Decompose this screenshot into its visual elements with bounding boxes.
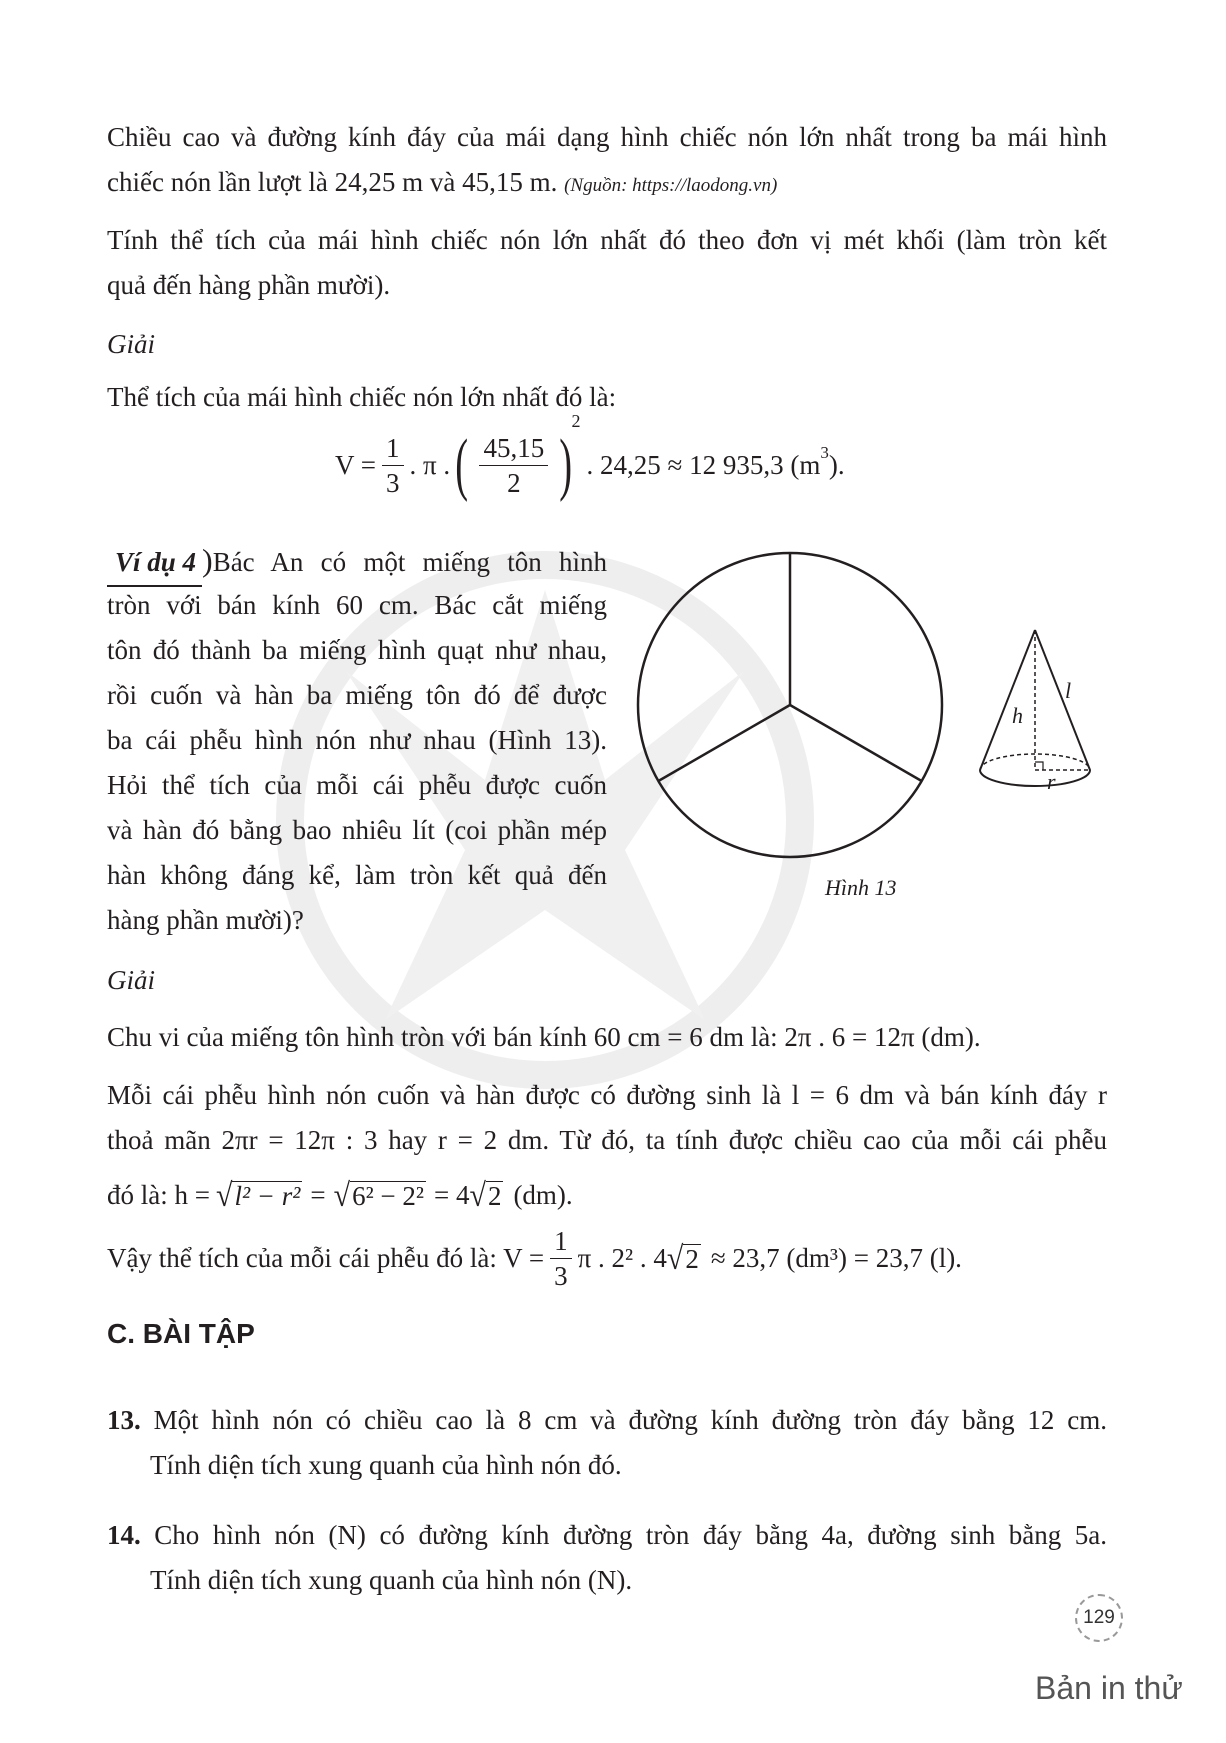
sqrt-content: 2 <box>685 1243 699 1274</box>
height-mid: = 4 <box>433 1179 470 1210</box>
exercise-number: 14. <box>107 1520 141 1550</box>
example-4-block <box>107 538 607 587</box>
circle-sectors-figure <box>630 545 950 865</box>
exercise-text: Một hình nón có chiều cao là 8 cm và đường kính đường tròn đáy bằng 12 cm. <box>153 1405 1108 1435</box>
cone-figure <box>975 625 1095 800</box>
volume-result: ≈ 23,7 (dm³) = 23,7 (l). <box>710 1242 962 1273</box>
sqrt-expression: √ 2 <box>469 1176 502 1214</box>
height-formula <box>107 1175 573 1215</box>
sqrt-expression: √ l² − r² <box>215 1176 301 1214</box>
fraction-numerator: 1 <box>382 431 404 466</box>
example-line-6: Hỏi thể tích của mỗi cái phễu được cuốn <box>107 770 607 800</box>
formula-rest: . 24,25 ≈ 12 935,3 (m <box>586 449 821 480</box>
unit-exponent: 3 <box>820 443 829 462</box>
intro-line-2-text: chiếc nón lần lượt là 24,25 m và 45,15 m. <box>107 167 558 197</box>
cone-radius-label: r <box>1047 769 1056 794</box>
fraction-one-third <box>382 431 404 500</box>
height-unit: (dm). <box>513 1179 573 1210</box>
cone-height-label: h <box>1012 703 1023 728</box>
equals-sign: = <box>310 1179 326 1210</box>
solution1-text: Thể tích của mái hình chiếc nón lớn nhất đó là: <box>107 382 617 412</box>
fraction-numerator: 1 <box>550 1224 572 1259</box>
exercise-text: Cho hình nón (N) có đường kính đường tròn đáy bằng 4a, đường sinh bằng 5a. <box>154 1520 1108 1550</box>
draft-label: Bản in thử <box>1035 1670 1183 1706</box>
example-line-8: hàn không đáng kể, làm tròn kết quả đến <box>107 860 607 890</box>
exercise-14-line-1 <box>107 1513 1107 1558</box>
sqrt-content: 2 <box>487 1180 502 1211</box>
example-line-2: tròn với bán kính 60 cm. Bác cắt miếng <box>107 590 607 620</box>
example-line-5: ba cái phễu hình nón như nhau (Hình 13). <box>107 725 607 755</box>
volume-formula <box>335 410 845 505</box>
exercise-number: 13. <box>107 1405 141 1435</box>
formula-end: ). <box>828 449 845 480</box>
fraction-diameter-half <box>479 431 548 500</box>
example-line-4: rồi cuốn và hàn ba miếng tôn đó để được <box>107 680 607 710</box>
example-line-9: hàng phần mười)? <box>107 905 304 935</box>
right-paren: ) <box>559 426 573 503</box>
exercise-13-line-2: Tính diện tích xung quanh của hình nón đó. <box>150 1450 622 1480</box>
exercise-14-line-2: Tính diện tích xung quanh của hình nón (N). <box>150 1565 633 1595</box>
fraction-denominator: 3 <box>554 1260 568 1291</box>
formula-pi: . π . <box>409 449 451 480</box>
sqrt-expression: √ 6² − 2² <box>333 1176 424 1214</box>
fraction-numerator: 45,15 <box>479 431 548 466</box>
page-number: 129 <box>1075 1594 1123 1642</box>
formula-lhs: V = <box>335 449 376 480</box>
example-label: Ví dụ 4 <box>107 540 202 587</box>
fraction-one-third <box>550 1224 572 1293</box>
solution2-label: Giải <box>107 965 156 995</box>
intro-line-3: Tính thể tích của mái hình chiếc nón lớn nhất đó theo đơn vị mét khối (làm tròn kết <box>107 225 1107 255</box>
solution2-line-2: Mỗi cái phễu hình nón cuốn và hàn được có đường sinh là l = 6 dm và bán kính đáy r <box>107 1080 1107 1110</box>
sqrt-expression: √ 2 <box>666 1239 699 1277</box>
cone-slant-label: l <box>1065 678 1072 703</box>
example-line-7: và hàn đó bằng bao nhiêu lít (coi phần mép <box>107 815 607 845</box>
section-heading: C. BÀI TẬP <box>107 1318 255 1349</box>
cone-volume-formula <box>107 1218 962 1298</box>
fraction-denominator: 2 <box>507 467 521 498</box>
example-line-3: tôn đó thành ba miếng hình quạt như nhau, <box>107 635 607 665</box>
sqrt-content: 6² − 2² <box>352 1180 424 1211</box>
intro-line-4: quả đến hàng phần mười). <box>107 270 391 300</box>
solution2-line-3: thoả mãn 2πr = 12π : 3 hay r = 2 dm. Từ đó, ta tính được chiều cao của mỗi cái phễu <box>107 1125 1107 1155</box>
solution-label: Giải <box>107 329 156 359</box>
volume-mid: π . 2² . 4 <box>577 1242 667 1273</box>
height-prefix: đó là: h = <box>107 1179 210 1210</box>
figure-caption: Hình 13 <box>825 875 897 900</box>
example-line-1: Ví dụ 4 )Bác An có một miếng tôn hình <box>107 538 607 587</box>
intro-line-2 <box>107 160 1107 208</box>
source-citation: (Nguồn: https://laodong.vn) <box>564 175 778 196</box>
fraction-denominator: 3 <box>386 467 400 498</box>
exercise-13-line-1 <box>107 1398 1107 1443</box>
solution2-line-1: Chu vi của miếng tôn hình tròn với bán kính 60 cm = 6 dm là: 2π . 6 = 12π (dm). <box>107 1022 981 1052</box>
sqrt-content: l² − r² <box>234 1180 301 1211</box>
exponent: 2 <box>571 410 581 431</box>
volume-prefix: Vậy thể tích của mỗi cái phễu đó là: V = <box>107 1242 545 1273</box>
example-text: Bác An có một miếng tôn hình <box>212 547 607 577</box>
left-paren: ( <box>455 426 469 503</box>
intro-line-1: Chiều cao và đường kính đáy của mái dạng hình chiếc nón lớn nhất trong ba mái hình <box>107 122 1107 152</box>
